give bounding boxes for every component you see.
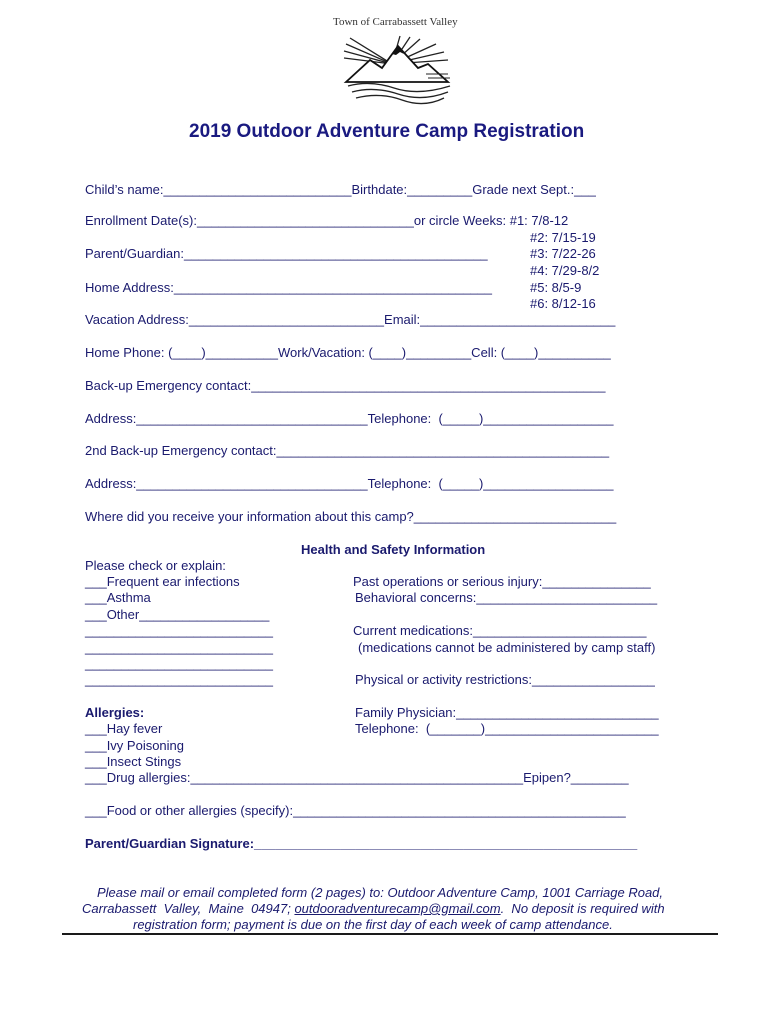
drug-allergies-field[interactable]: ___Drug allergies:______________________________________________Epipen?________ — [85, 770, 629, 785]
page-title: 2019 Outdoor Adventure Camp Registration — [189, 121, 585, 142]
payment-note: registration form; payment is due on the first day of each week of camp attendance. — [133, 917, 613, 932]
explain-line[interactable]: __________________________ — [85, 640, 273, 655]
address-text: Carrabassett Valley, Maine 04947; — [82, 901, 295, 916]
explain-line[interactable]: __________________________ — [85, 623, 273, 638]
signature-field[interactable]: Parent/Guardian Signature:_____________________________________________________ — [85, 836, 638, 851]
mountain-sun-logo — [340, 34, 456, 108]
ear-infections-check[interactable]: ___Frequent ear infections — [85, 574, 240, 589]
explain-line[interactable]: __________________________ — [85, 656, 273, 671]
family-physician-field[interactable]: Family Physician:____________________________ — [355, 705, 659, 720]
explain-line[interactable]: __________________________ — [85, 672, 273, 687]
food-allergies-field[interactable]: ___Food or other allergies (specify):______________________________________________ — [85, 803, 626, 818]
asthma-check[interactable]: ___Asthma — [85, 590, 151, 605]
week-4-option[interactable]: #4: 7/29-8/2 — [530, 263, 600, 278]
health-heading: Health and Safety Information — [301, 542, 486, 557]
current-medications-field[interactable]: Current medications:________________________ — [353, 623, 647, 638]
vacation-address-field[interactable]: Vacation Address:___________________________Email:___________________________ — [85, 312, 616, 327]
allergies-heading: Allergies: — [85, 705, 145, 720]
week-3-option[interactable]: #3: 7/22-26 — [530, 246, 596, 261]
home-address-field[interactable]: Home Address:____________________________________________ — [85, 280, 492, 295]
ivy-poisoning-check[interactable]: ___Ivy Poisoning — [85, 738, 185, 753]
enrollment-dates-field[interactable]: Enrollment Date(s):______________________________or circle Weeks: #1: 7/8-12 — [85, 213, 569, 228]
footer-divider — [62, 933, 718, 935]
phone-numbers-field[interactable]: Home Phone: (____)__________Work/Vacation: (____)_________Cell: (____)__________ — [85, 345, 611, 360]
second-backup-address-field[interactable]: Address:________________________________Telephone: (_____)__________________ — [85, 476, 614, 491]
medications-note: (medications cannot be administered by camp staff) — [358, 640, 656, 655]
physician-phone-field[interactable]: Telephone: (_______)________________________ — [355, 721, 659, 736]
insect-stings-check[interactable]: ___Insect Stings — [85, 754, 182, 769]
past-operations-field[interactable]: Past operations or serious injury:_______________ — [353, 574, 651, 589]
town-name: Town of Carrabassett Valley — [333, 16, 458, 28]
backup-address-field[interactable]: Address:________________________________Telephone: (_____)__________________ — [85, 411, 614, 426]
other-check[interactable]: ___Other__________________ — [85, 607, 270, 622]
parent-guardian-field[interactable]: Parent/Guardian:__________________________________________ — [85, 246, 488, 261]
physical-restrictions-field[interactable]: Physical or activity restrictions:_________________ — [355, 672, 655, 687]
behavioral-concerns-field[interactable]: Behavioral concerns:_________________________ — [355, 590, 658, 605]
week-2-option[interactable]: #2: 7/15-19 — [530, 230, 596, 245]
camp-email-link[interactable]: outdooradventurecamp@gmail.com — [294, 901, 501, 916]
second-backup-contact-field[interactable]: 2nd Back-up Emergency contact:______________________________________________ — [85, 443, 610, 458]
mailing-address-line — [82, 902, 665, 915]
mailing-instructions: Please mail or email completed form (2 pages) to: Outdoor Adventure Camp, 1001 Carriage Road, — [97, 885, 664, 900]
week-5-option[interactable]: #5: 8/5-9 — [530, 280, 582, 295]
week-6-option[interactable]: #6: 8/12-16 — [530, 296, 596, 311]
hay-fever-check[interactable]: ___Hay fever — [85, 721, 163, 736]
child-name-field[interactable]: Child’s name:__________________________Birthdate:_________Grade next Sept.:___ — [85, 182, 596, 197]
deposit-note: . No deposit is required with — [500, 901, 665, 916]
check-explain-label: Please check or explain: — [85, 558, 226, 573]
backup-contact-field[interactable]: Back-up Emergency contact:_________________________________________________ — [85, 378, 606, 393]
info-source-field[interactable]: Where did you receive your information about this camp?____________________________ — [85, 509, 617, 524]
